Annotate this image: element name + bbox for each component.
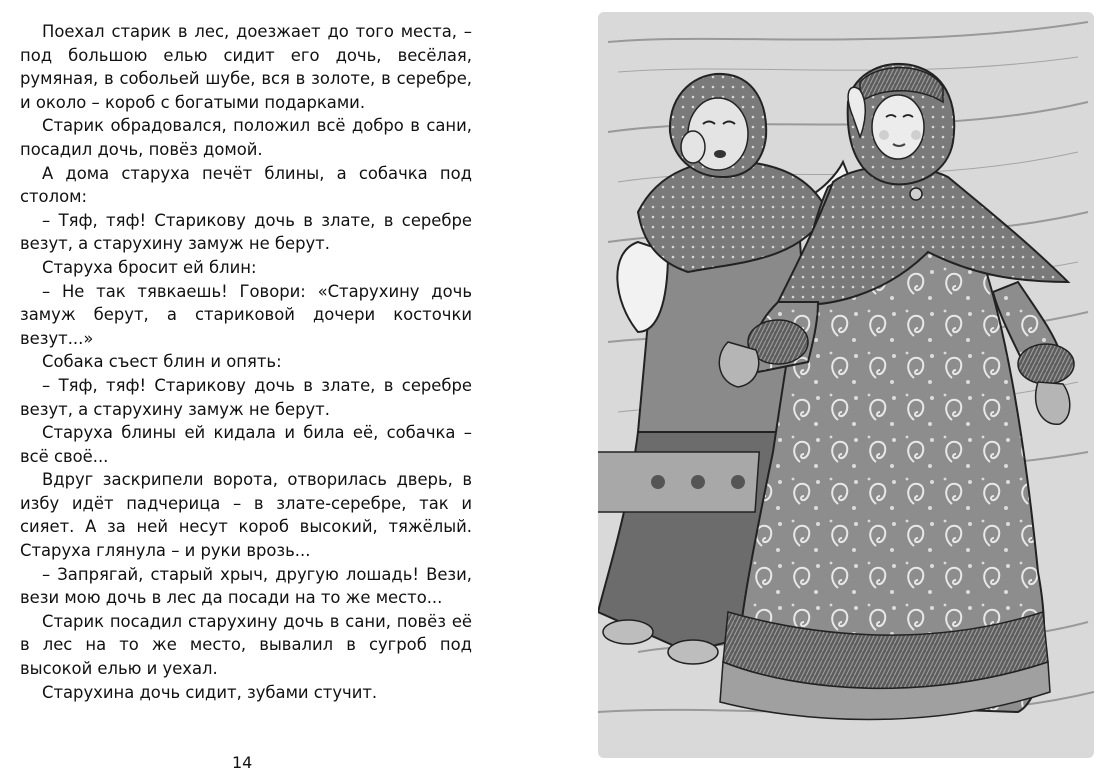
paragraph: – Не так тявкаешь! Говори: «Старухину дочь замуж берут, а стариковой дочери косточки везут...» [20,281,472,348]
paragraph: Старик посадил старухину дочь в сани, повёз её в лес на то же место, вывалил в сугроб под высокой елью и уехал. [20,611,472,679]
paragraph: – Тяф, тяф! Старикову дочь в злате, в серебре везут, а старухину замуж не берут. [20,375,472,419]
illustration-drawing [598,12,1094,758]
paragraph: Старик обрадовался, положил всё добро в сани, посадил дочь, повёз домой. [20,116,472,159]
paragraph: Вдруг заскрипели ворота, отворилась дверь, в избу идёт падчерица – в злате-серебре, так и сияет. А за ней несут короб высокий, тяжёлый. Старуха глянула – и руки врозь... [20,470,472,561]
paragraph: – Тяф, тяф! Старикову дочь в злате, в серебре везут, а старухину замуж не берут. [20,210,472,254]
story-text [20,20,472,704]
page-number: 14 [232,753,253,772]
paragraph: – Запрягай, старый хрыч, другую лошадь! Вези, вези мою дочь в лес да посади на то же место... [20,564,472,608]
paragraph: Поехал старик в лес, доезжает до того места, – под большою елью сидит его дочь, весёлая, румяная, в собольей шубе, вся в золоте, в серебре, и около – короб с богатыми подарками. [20,22,472,112]
paragraph: Собака съест блин и опять: [42,352,282,372]
paragraph: Старухина дочь сидит, зубами стучит. [42,682,378,702]
fairy-tale-illustration [598,12,1094,758]
paragraph: Старуха блины ей кидала и била её, собачка – всё своё... [20,423,472,466]
paragraph: А дома старуха печёт блины, а собачка под столом: [20,163,472,207]
paragraph: Старуха бросит ей блин: [42,257,257,277]
